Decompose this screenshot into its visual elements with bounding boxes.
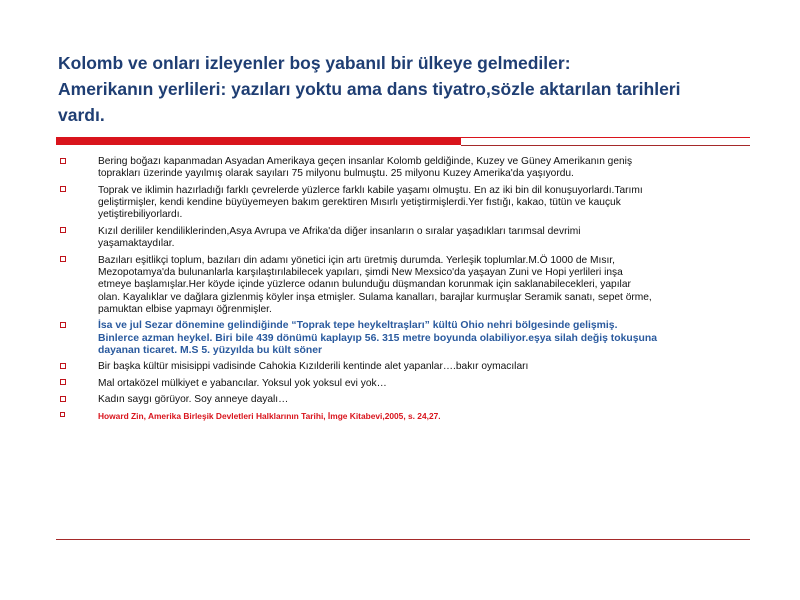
slide-title [58, 50, 758, 128]
hollow-square-icon [60, 186, 66, 192]
bullet-text-line: dayanan ticaret. M.S 5. yüzyılda bu kült söner [98, 344, 323, 356]
bullet-item [58, 378, 748, 390]
bullet-item [58, 411, 748, 421]
hollow-square-icon [60, 412, 65, 417]
hollow-square-icon [60, 396, 66, 402]
bullet-item [58, 255, 748, 316]
bullet-item [58, 226, 748, 251]
bullet-text-line: Kızıl derililer kendiliklerinden,Asya Avrupa ve Afrika'da diğer insanların o sıralar yaşadıkları tarımsal devrimi [98, 225, 581, 237]
title-divider-thin-line [56, 137, 750, 138]
bullet-text-line: olan. Kayalıklar ve dağlara gizlenmiş köyler inşa etmişler. Sulama kanalları, barajlar kurmuşlar Seramik sanatı, sepet örme, [98, 291, 652, 303]
footer-divider [56, 539, 750, 540]
bullet-text-line: Bazıları eşitlikçi toplum, bazıları din adamı yönetici için artı üretmiş durumda. Yerleşik toplumlar.M.Ö 1000 de Mısır, [98, 254, 615, 266]
bullet-text-line: İsa ve jul Sezar dönemine gelindiğinde “Toprak tepe heykeltraşları” kültü Ohio nehri bölgesinde gelişmiş. [98, 320, 618, 332]
bullet-text-line: Binlerce azman heykel. Biri bile 439 dönümü kaplayıp 56. 315 metre boyunda olabiliyor.eşya silah değiş tokuşuna [98, 332, 657, 344]
bullet-item [58, 320, 748, 357]
slide-title-line-1: Kolomb ve onları izleyenler boş yabanıl bir ülkeye gelmediler: [58, 53, 571, 73]
bullet-item [58, 361, 748, 373]
slide-title-line-3: vardı. [58, 105, 105, 125]
bullet-text-line: Bir başka kültür misisippi vadisinde Cahokia Kızılderili kentinde alet yapanlar….bakır oymacıları [98, 361, 529, 373]
bullet-text-line: etmeye başlamışlar.Her köyde içinde yüzlerce odanın bulunduğu düşmandan korunmak için saklanabilecekleri, yapılar [98, 279, 631, 291]
bullet-list [58, 156, 748, 425]
bullet-item [58, 156, 748, 181]
hollow-square-icon [60, 158, 66, 164]
hollow-square-icon [60, 227, 66, 233]
slide-title-line-2: Amerikanın yerlileri: yazıları yoktu ama dans tiyatro,sözle aktarılan tarihleri [58, 79, 681, 99]
bullet-item [58, 185, 748, 222]
bullet-item [58, 394, 748, 406]
title-divider-under-line [461, 145, 750, 146]
bullet-text-line: geliştirmişler, kendi kendine büyüyemeyen bakım gerektiren Mısırlı yetiştirmişlerdi.Yer fıstığı, kakao, tütün ve kauçuk [98, 197, 621, 209]
bullet-text-line: Howard Zin, Amerika Birleşik Devletleri Halklarının Tarihi, İmge Kitabevi,2005, s. 24,27. [98, 410, 441, 421]
bullet-text-line: yetiştirebiliyorlardı. [98, 209, 183, 221]
bullet-text-line: toprakları üzerinde yayılmış olarak sayıları 75 milyonu bulmuştu. 25 milyonu Kuzey Amerika'da yaşıyordu. [98, 168, 574, 180]
bullet-text-line: pamuktan elbise yapmayı öğrenmişler. [98, 303, 272, 315]
bullet-text-line: Mal ortaközel mülkiyet e yabancılar. Yoksul yok yoksul evi yok… [98, 377, 387, 389]
hollow-square-icon [60, 256, 66, 262]
hollow-square-icon [60, 363, 66, 369]
bullet-text-line: Kadın saygı görüyor. Soy anneye dayalı… [98, 394, 289, 406]
bullet-text-line: Mezopotamya'da bulunanlarla karşılaştırılabilecek yapıları, şimdi New Mexsico'da yaşayan Zuni ve Hopi yerlileri inşa [98, 266, 623, 278]
hollow-square-icon [60, 322, 66, 328]
bullet-text-line: Toprak ve iklimin hazırladığı farklı çevrelerde yüzlerce farklı kabile yaşamı olmuştu. En az iki bin dil konuşuyorlardı.Tarımı [98, 184, 643, 196]
bullet-text-line: yaşamaktaydılar. [98, 238, 175, 250]
hollow-square-icon [60, 379, 66, 385]
title-divider-red-bar [56, 137, 461, 145]
title-divider [56, 137, 750, 147]
bullet-text-line: Bering boğazı kapanmadan Asyadan Amerikaya geçen insanlar Kolomb geldiğinde, Kuzey ve Güney Amerikanın geniş [98, 156, 633, 167]
